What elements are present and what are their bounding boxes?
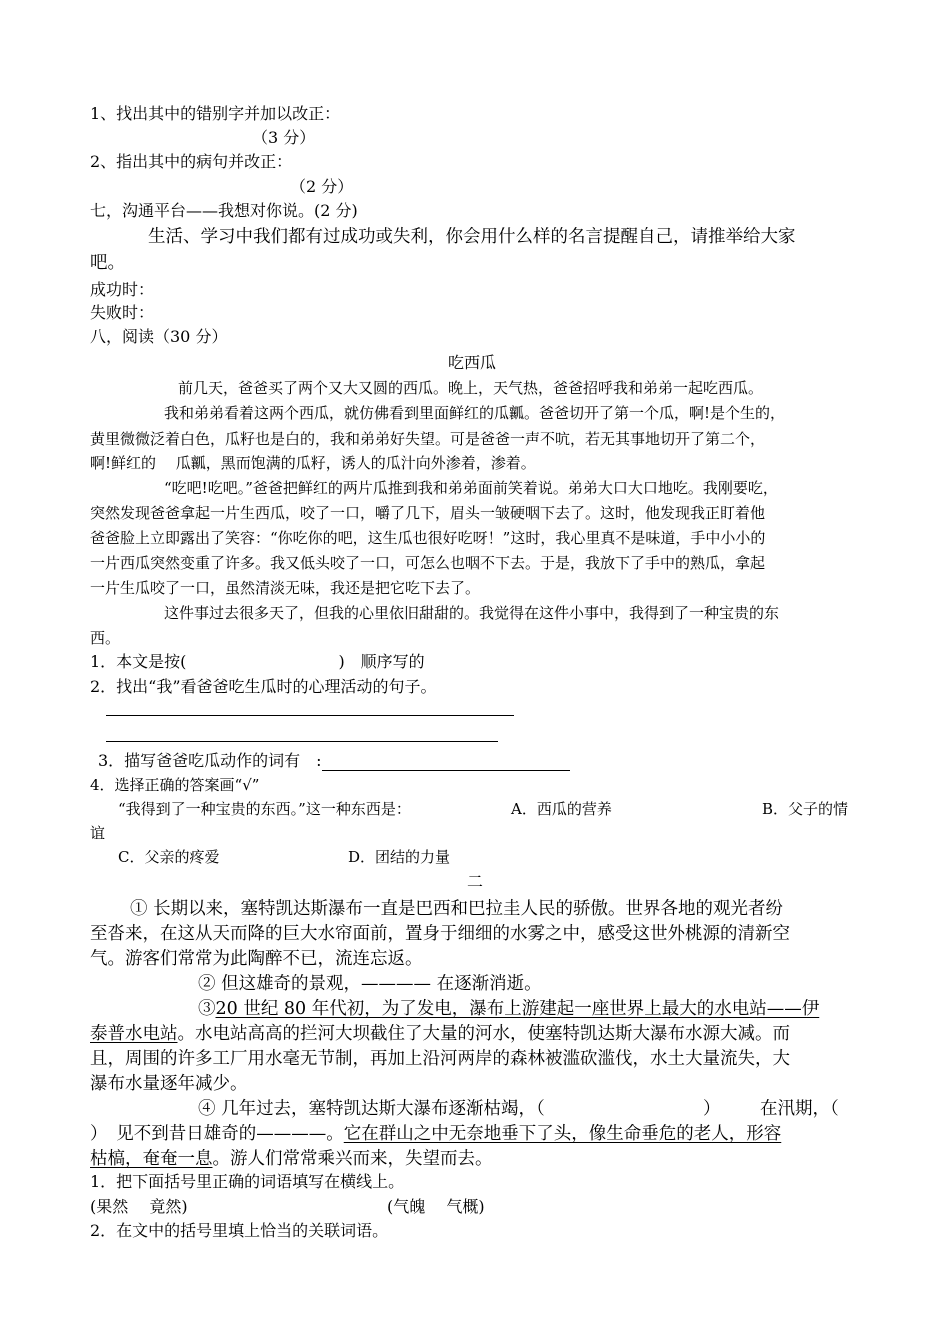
option-b-cont: 谊 [90, 824, 106, 842]
success-label: 成功时： [90, 280, 155, 299]
passage-2-paragraph-line: 气。游客们常常为此陶醉不已，流连忘返。 [90, 949, 423, 969]
reading-question-4: 4．选择正确的答案画“√” [90, 776, 260, 794]
story-paragraph: “吃吧!吃吧。”爸爸把鲜红的两片瓜推到我和弟弟面前笑着说。弟弟大口大口地吃。我刚要吃， [164, 479, 778, 497]
question-find-faulty-sentence: 2、指出其中的病句并改正： [90, 152, 293, 171]
passage-2-paragraph: ① 长期以来，塞特凯达斯瀑布一直是巴西和巴拉圭人民的骄傲。世界各地的观光者纷 [130, 899, 784, 919]
passage-2-paragraph [198, 997, 819, 1021]
story-paragraph-line: 突然发现爸爸拿起一片生西瓜，咬了一口，嚼了几下，眉头一皱硬咽下去了。这时，他发现我正盯着他 [90, 504, 766, 522]
failure-label: 失败时： [90, 303, 155, 322]
underlined-sentence: 枯槁，奄奄一息 [90, 1149, 213, 1169]
sentence-text: 。游人们常常乘兴而来，失望而去。 [212, 1149, 493, 1169]
answer-line[interactable] [106, 741, 498, 742]
section-8-heading: 八，阅读（30 分） [90, 327, 228, 346]
score-label: （2 分） [290, 177, 354, 196]
passage-2-paragraph-line: 且，周围的许多工厂用水毫无节制，再加上沿河两岸的森林被滥砍滥伐，水土大量流失，大 [90, 1049, 790, 1069]
reading-question-2: 2．找出“我”看爸爸吃生瓜时的心理活动的句子。 [90, 677, 437, 696]
sentence-text: 。水电站高高的拦河大坝截住了大量的河水，使塞特凯达斯大瀑布水源大减。而 [177, 1024, 790, 1044]
q3-text: 3．描写爸爸吃瓜动作的词有 : [98, 751, 322, 770]
score-label: （3 分） [252, 128, 316, 147]
sentence-text: 在汛期，（ [760, 1099, 839, 1119]
q4-stem: “我得到了一种宝贵的东西。”这一种东西是： [118, 800, 411, 818]
answer-blank[interactable] [322, 756, 570, 771]
story-paragraph: 这件事过去很多天了，但我的心里依旧甜甜的。我觉得在这件小事中，我得到了一种宝贵的东 [164, 604, 780, 622]
q1-end: ) 顺序写的 [338, 652, 425, 671]
section-7-prompt: 生活、学习中我们都有过成功或失利，你会用什么样的名言提醒自己，请推举给大家 [148, 227, 796, 247]
passage-2-paragraph: ④ 几年过去，塞特凯达斯大瀑布逐渐枯竭，（ [198, 1099, 545, 1119]
reading-question-3 [98, 751, 570, 771]
story-title: 吃西瓜 [448, 353, 497, 372]
passage-2-paragraph: ② 但这雄奇的景观，———— 在逐渐消逝。 [198, 974, 542, 994]
passage-2-number: 二 [467, 872, 484, 891]
reading-question-1 [90, 652, 425, 672]
passage-2-paragraph-line [90, 1122, 781, 1146]
option-c[interactable]: C．父亲的疼爱 [118, 848, 220, 866]
passage-2-question-1: 1．把下面括号里正确的词语填写在横线上。 [90, 1172, 405, 1191]
option-a[interactable]: A．西瓜的营养 [511, 800, 612, 818]
story-paragraph-line: 西。 [90, 629, 121, 647]
word-choice-1[interactable]: (果然 竟然) [90, 1197, 188, 1216]
paren-close: ） [703, 1099, 721, 1119]
section-7-heading: 七，沟通平台——我想对你说。(2 分) [90, 201, 358, 220]
story-paragraph-line: 爸爸脸上立即露出了笑容：“你吃你的吧，这生瓜也很好吃呀！”这时，我心里真不是味道，手中小小的 [90, 529, 766, 547]
passage-2-paragraph-line: 瀑布水量逐年减少。 [90, 1074, 248, 1094]
story-paragraph-line: 一片西瓜突然变重了许多。我又低头咬了一口，可怎么也咽不下去。于是，我放下了手中的熟瓜，拿起 [90, 554, 766, 572]
story-paragraph-line: 啊!鲜红的 瓜瓤，黑而饱满的瓜籽，诱人的瓜汁向外渗着，渗着。 [90, 454, 536, 472]
section-7-prompt-cont: 吧。 [90, 253, 125, 273]
story-paragraph: 前几天，爸爸买了两个又大又圆的西瓜。晚上，天气热，爸爸招呼我和弟弟一起吃西瓜。 [178, 379, 764, 397]
passage-2-paragraph-line: 至沓来，在这从天而降的巨大水帘面前，置身于细细的水雾之中，感受这世外桃源的清新空 [90, 924, 790, 944]
question-find-typos: 1、找出其中的错别字并加以改正： [90, 104, 341, 123]
option-b[interactable]: B．父子的情 [762, 800, 849, 818]
passage-2-paragraph-line [90, 1147, 493, 1171]
underlined-sentence: 它在群山之中无奈地垂下了头，像生命垂危的老人，形容 [343, 1124, 782, 1144]
paragraph-number: ③ [198, 999, 216, 1019]
story-paragraph: 我和弟弟看着这两个西瓜，就仿佛看到里面鲜红的瓜瓤。爸爸切开了第一个瓜，啊!是个生的， [164, 404, 786, 422]
option-d[interactable]: D．团结的力量 [348, 848, 451, 866]
story-paragraph-line: 一片生瓜咬了一口，虽然清淡无味，我还是把它吃下去了。 [90, 579, 481, 597]
passage-2-paragraph-line [90, 1022, 790, 1046]
word-choice-2[interactable]: (气魄 气概) [387, 1197, 485, 1216]
passage-2-question-2: 2．在文中的括号里填上恰当的关联词语。 [90, 1221, 389, 1240]
underlined-sentence: 20 世纪 80 年代初，为了发电，瀑布上游建起一座世界上最大的水电站——伊 [215, 999, 820, 1019]
answer-line[interactable] [106, 715, 514, 716]
underlined-sentence: 泰普水电站 [90, 1024, 178, 1044]
sentence-text: ） 见不到昔日雄奇的————。 [90, 1124, 344, 1144]
story-paragraph-line: 黄里微微泛着白色，瓜籽也是白的，我和弟弟好失望。可是爸爸一声不吭，若无其事地切开了第二个， [90, 430, 766, 448]
q1-start: 1．本文是按( [90, 652, 187, 671]
